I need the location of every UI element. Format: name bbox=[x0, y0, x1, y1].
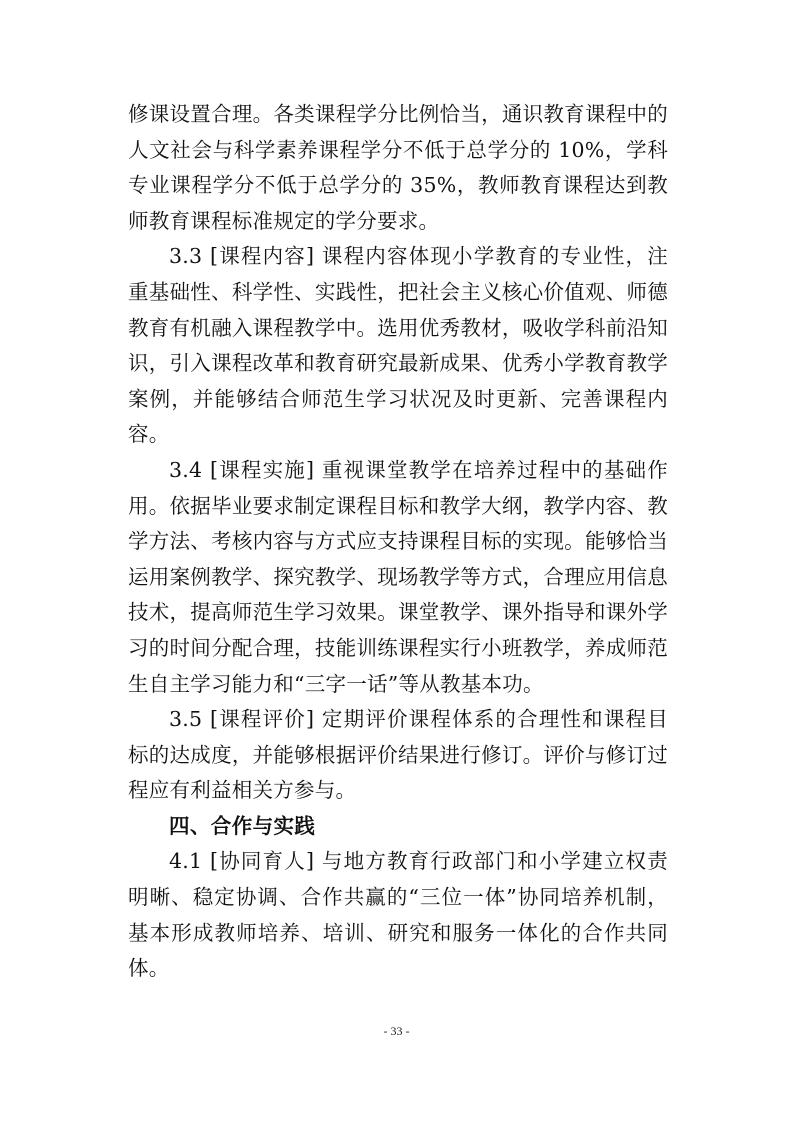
paragraph-4-1-collaborative-education: 4.1 [协同育人] 与地方教育行政部门和小学建立权责明晰、稳定协调、合作共赢的“三位一体”协同培养机制，基本形成教师培养、培训、研究和服务一体化的合作共同体。 bbox=[128, 849, 668, 981]
page-number: - 33 - bbox=[383, 1024, 410, 1038]
paragraph-3-3-course-content: 3.3 [课程内容] 课程内容体现小学教育的专业性，注重基础性、科学性、实践性，把社会主义核心价值观、师德教育有机融入课程教学中。选用优秀教材，吸收学科前沿知识，引入课程改革和教育研究最新成果、优秀小学教育教学案例，并能够结合师范生学习状况及时更新、完善课程内容。 bbox=[128, 244, 668, 447]
section-heading-cooperation-practice: 四、合作与实践 bbox=[169, 813, 316, 838]
body-text bbox=[128, 97, 668, 987]
paragraph-3-5-course-evaluation: 3.5 [课程评价] 定期评价课程体系的合理性和课程目标的达成度，并能够根据评价结果进行修订。评价与修订过程应有利益相关方参与。 bbox=[128, 707, 668, 803]
paragraph-continued: 修课设置合理。各类课程学分比例恰当，通识教育课程中的人文社会与科学素养课程学分不低于总学分的 10%，学科专业课程学分不低于总学分的 35%，教师教育课程达到教师教育课程标准规定的学分要求。 bbox=[128, 102, 668, 233]
paragraph-3-4-course-implementation: 3.4 [课程实施] 重视课堂教学在培养过程中的基础作用。依据毕业要求制定课程目标和教学大纲，教学内容、教学方法、考核内容与方式应支持课程目标的实现。能够恰当运用案例教学、探究教学、现场教学等方式，合理应用信息技术，提高师范生学习效果。课堂教学、课外指导和课外学习的时间分配合理，技能训练课程实行小班教学，养成师范生自主学习能力和“三字一话”等从教基本功。 bbox=[128, 457, 668, 696]
